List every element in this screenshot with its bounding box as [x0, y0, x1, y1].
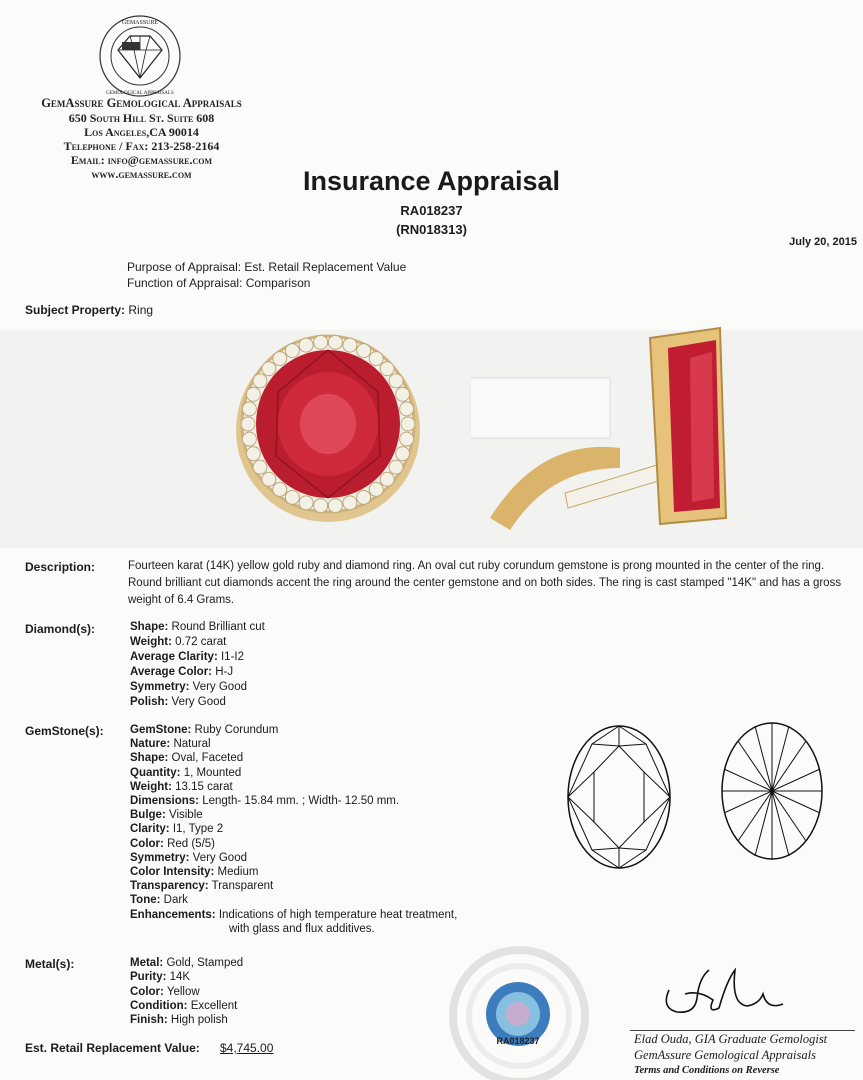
metal-key: Condition:	[130, 999, 188, 1012]
metal-value: Yellow	[166, 985, 200, 998]
diamond-value: 0.72 carat	[175, 636, 227, 648]
gemstone-row	[130, 893, 188, 907]
svg-text:GEMASSURE: GEMASSURE	[121, 20, 159, 26]
halo-diamond	[380, 472, 394, 486]
diamond-row	[130, 665, 233, 679]
gemstone-row	[130, 766, 241, 780]
metal-key: Color:	[130, 985, 164, 998]
halo-diamond	[400, 402, 414, 416]
gemstone-key: Weight:	[130, 780, 172, 793]
gemstone-key: Enhancements:	[130, 908, 216, 921]
diamond-value: H-J	[215, 666, 234, 678]
gemstone-key: Tone:	[130, 894, 161, 907]
retail-value-label: Est. Retail Replacement Value:	[25, 1041, 200, 1055]
reference-number: (RN018313)	[396, 222, 467, 237]
metal-key: Metal:	[130, 957, 164, 969]
oval-cut-crown-diagram	[566, 724, 672, 870]
diamond-value: Very Good	[171, 696, 226, 708]
halo-diamond	[314, 335, 328, 349]
signature-line	[630, 1030, 855, 1031]
company-phone: Telephone / Fax: 213-258-2164	[63, 139, 220, 153]
gemstone-value: Oval, Faceted	[171, 752, 244, 765]
diamond-row	[130, 650, 244, 664]
diamond-row	[130, 680, 247, 694]
gemstone-row	[130, 808, 203, 822]
metal-value: Excellent	[190, 999, 238, 1012]
halo-diamond	[242, 402, 256, 416]
company-address2: Los Angeles,CA 90014	[84, 125, 199, 139]
company-address1: 650 South Hill St. Suite 608	[68, 111, 215, 125]
gemstone-value: Medium	[217, 866, 259, 878]
gemstone-value: Dark	[163, 894, 188, 907]
gemstone-key: Quantity:	[130, 766, 181, 779]
halo-diamond	[314, 499, 328, 513]
metal-value: Gold, Stamped	[166, 957, 244, 969]
gemstone-row	[130, 908, 457, 922]
gemstone-value: Very Good	[192, 851, 247, 864]
document-title: Insurance Appraisal	[302, 166, 561, 196]
diamond-row	[130, 620, 265, 634]
halo-diamond	[389, 374, 403, 388]
company-email: Email: info@gemassure.com	[70, 153, 213, 167]
halo-diamond	[246, 447, 260, 461]
halo-diamond	[357, 490, 371, 504]
oval-cut-pavilion-diagram	[720, 721, 824, 861]
diamond-key: Symmetry:	[130, 681, 190, 693]
halo-diamond	[273, 352, 287, 366]
halo-diamond	[343, 338, 357, 352]
gemstone-value: Natural	[173, 738, 211, 751]
function-line: Function of Appraisal: Comparison	[127, 276, 311, 290]
gemstone-key: Clarity:	[130, 823, 170, 836]
halo-diamond	[396, 447, 410, 461]
gemstone-key: Transparency:	[130, 880, 209, 893]
gemstone-row	[130, 822, 223, 836]
halo-diamond	[285, 490, 299, 504]
diamond-key: Weight:	[130, 636, 172, 648]
company-web: www.gemassure.com	[91, 167, 192, 181]
gemstone-value: Red (5/5)	[167, 837, 215, 850]
halo-diamond	[253, 374, 267, 388]
svg-text:GEMOLOGICAL APPRAISALS: GEMOLOGICAL APPRAISALS	[106, 91, 174, 96]
halo-diamond	[253, 460, 267, 474]
gemstone-row	[130, 837, 215, 851]
diamond-key: Average Clarity:	[130, 651, 218, 663]
ring-side-photo	[470, 318, 770, 544]
gemstone-row	[130, 851, 247, 865]
halo-diamond	[273, 482, 287, 496]
halo-diamond	[242, 432, 256, 446]
gemstone-key: GemStone:	[130, 724, 192, 736]
gemstone-key: Nature:	[130, 738, 171, 751]
description-text: Fourteen karat (14K) yellow gold ruby and diamond ring. An oval cut ruby corundum gemstone is prong mounted in the center of the ring. Round brilliant cut diamonds accent the ring around the center gemstone and on both sides. The ring is cast stamped "14K" and has a gross weight of 6.4 Grams.	[128, 560, 842, 606]
halo-diamond	[246, 387, 260, 401]
gemassure-logo	[96, 12, 184, 100]
gemstone-key: Shape:	[130, 752, 169, 765]
retail-value: $4,745.00	[220, 1041, 274, 1055]
halo-diamond	[389, 460, 403, 474]
metals-label: Metal(s):	[25, 957, 75, 971]
metal-row	[130, 970, 190, 984]
gemstone-row	[130, 879, 273, 893]
description-label: Description:	[25, 560, 96, 574]
metal-key: Purity:	[130, 971, 167, 984]
gemstone-row	[130, 794, 399, 808]
gemstone-key: Color Intensity:	[130, 866, 215, 878]
diamond-value: I1-I2	[220, 651, 244, 663]
purpose-line: Purpose of Appraisal: Est. Retail Replacement Value	[127, 260, 407, 274]
gemstone-row	[130, 865, 258, 879]
gemstone-value: 1, Mounted	[183, 766, 242, 779]
halo-diamond	[241, 417, 255, 431]
metal-row	[130, 956, 243, 970]
appraisal-number: RA018237	[400, 203, 463, 218]
diamond-key: Polish:	[130, 696, 169, 708]
metal-row	[130, 999, 237, 1013]
metal-row	[130, 1013, 228, 1027]
diamond-row	[130, 695, 226, 709]
company-name: GemAssure Gemological Appraisals	[41, 96, 242, 110]
ring-top-photo	[230, 332, 430, 548]
halo-diamond	[369, 352, 383, 366]
diamond-value: Very Good	[192, 681, 247, 693]
gemstones-label: GemStone(s):	[25, 724, 104, 738]
signature-name: Elad Ouda, GIA Graduate Gemologist	[634, 1032, 828, 1046]
gemstone-value: Visible	[168, 809, 203, 822]
halo-diamond	[285, 344, 299, 358]
gemstone-value: Ruby Corundum	[194, 724, 279, 736]
enhancements-continued: with glass and flux additives.	[229, 923, 375, 935]
appraisal-date: July 20, 2015	[789, 236, 857, 248]
gemstone-key: Dimensions:	[130, 795, 200, 807]
halo-diamond	[328, 335, 342, 349]
halo-diamond	[343, 496, 357, 510]
halo-diamond	[401, 417, 415, 431]
signature	[655, 960, 805, 1026]
gemstone-row	[130, 751, 243, 765]
diamonds-label: Diamond(s):	[25, 622, 95, 636]
gemstone-value: Length- 15.84 mm. ; Width- 12.50 mm.	[202, 795, 400, 807]
seal-number: RA018237	[496, 1036, 540, 1046]
halo-diamond	[328, 499, 342, 513]
halo-diamond	[369, 482, 383, 496]
metal-value: High polish	[170, 1014, 228, 1027]
metal-key: Finish:	[130, 1014, 168, 1027]
gemstone-value: Indications of high temperature heat treatment,	[218, 908, 458, 921]
gemstone-key: Bulge:	[130, 809, 166, 822]
gemstone-key: Color:	[130, 837, 164, 850]
metal-value: 14K	[169, 971, 191, 984]
gemstone-key: Symmetry:	[130, 851, 190, 864]
gemstone-value: I1, Type 2	[172, 823, 224, 836]
terms-note: Terms and Conditions on Reverse	[634, 1065, 780, 1076]
gemstone-row	[130, 780, 233, 794]
halo-diamond	[299, 496, 313, 510]
gemstone-value: Transparent	[211, 880, 274, 893]
halo-diamond	[262, 362, 276, 376]
halo-diamond	[400, 432, 414, 446]
gemstone-value: 13.15 carat	[175, 780, 233, 793]
halo-diamond	[262, 472, 276, 486]
diamond-key: Shape:	[130, 621, 169, 633]
halo-diamond	[380, 362, 394, 376]
gemstone-row	[130, 723, 278, 737]
halo-diamond	[396, 387, 410, 401]
subject-property	[25, 303, 153, 317]
gemstone-row	[130, 737, 211, 751]
signature-company: GemAssure Gemological Appraisals	[634, 1048, 816, 1062]
diamond-key: Average Color:	[130, 666, 213, 678]
halo-diamond	[299, 338, 313, 352]
halo-diamond	[357, 344, 371, 358]
diamond-value: Round Brilliant cut	[171, 621, 265, 633]
metal-row	[130, 985, 200, 999]
diamond-row	[130, 635, 226, 649]
subject-value: Ring	[128, 303, 154, 317]
appraisal-seal	[436, 944, 602, 1080]
subject-label: Subject Property:	[25, 303, 126, 317]
